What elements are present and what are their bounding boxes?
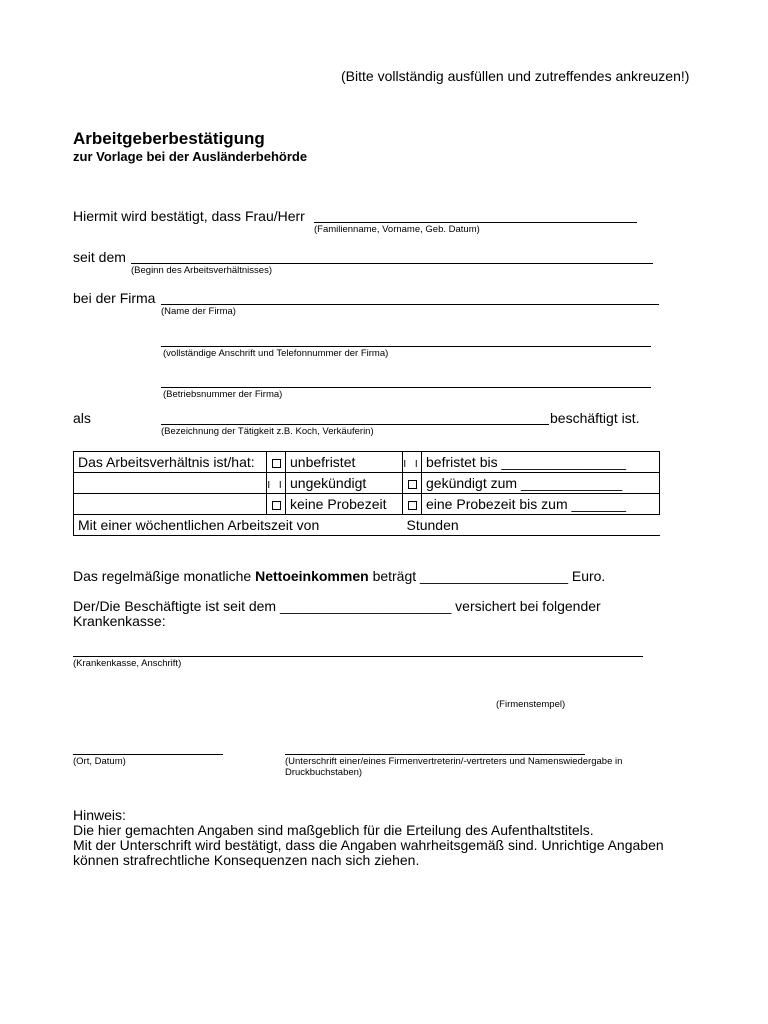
company-address-hint: (vollständige Anschrift und Telefonnummer der Firma) bbox=[163, 348, 389, 359]
company-name-input-line[interactable] bbox=[161, 304, 659, 305]
probezeit-checkbox[interactable] bbox=[403, 494, 422, 515]
unbefristet-checkbox[interactable] bbox=[267, 452, 286, 473]
income-suffix: beträgt ___________________ Euro. bbox=[372, 568, 606, 584]
place-date-input-line[interactable] bbox=[73, 754, 223, 755]
company-number-input-line[interactable] bbox=[161, 387, 651, 388]
weekly-hours-unit: Stunden bbox=[403, 515, 660, 536]
insurance-line-1: Der/Die Beschäftigte ist seit dem ______________________ versichert bei folgender bbox=[73, 598, 601, 614]
gekuendigt-label: gekündigt zum _____________ bbox=[422, 473, 660, 494]
befristet-label: befristet bis ________________ bbox=[422, 452, 660, 473]
unbefristet-label: unbefristet bbox=[286, 452, 403, 473]
place-date-hint: (Ort, Datum) bbox=[73, 756, 126, 767]
table-row bbox=[74, 452, 660, 473]
person-label: Hiermit wird bestätigt, dass Frau/Herr bbox=[73, 208, 305, 224]
note-line-2: Mit der Unterschrift wird bestätigt, dass die Angaben wahrheitsgemäß sind. Unrichtige Angaben bbox=[73, 837, 664, 853]
ungekuendigt-label: ungekündigt bbox=[286, 473, 403, 494]
as-suffix: beschäftigt ist. bbox=[550, 410, 640, 426]
ungekuendigt-checkbox[interactable] bbox=[267, 473, 286, 494]
company-number-hint: (Betriebsnummer der Firma) bbox=[163, 389, 283, 400]
as-input-line[interactable] bbox=[161, 424, 549, 425]
income-prefix: Das regelmäßige monatliche bbox=[73, 568, 252, 584]
note-heading: Hinweis: bbox=[73, 807, 126, 823]
weekly-hours-label: Mit einer wöchentlichen Arbeitszeit von bbox=[74, 515, 403, 536]
note-line-1: Die hier gemachten Angaben sind maßgeblich für die Erteilung des Aufenthaltstitels. bbox=[73, 822, 594, 838]
keine-probezeit-checkbox[interactable] bbox=[267, 494, 286, 515]
company-stamp-label: (Firmenstempel) bbox=[496, 699, 566, 710]
person-input-line[interactable] bbox=[314, 222, 637, 223]
note-line-3: können strafrechtliche Konsequenzen nach sich ziehen. bbox=[73, 852, 420, 868]
employment-status-label: Das Arbeitsverhältnis ist/hat: bbox=[74, 452, 267, 473]
table-row bbox=[74, 473, 660, 494]
company-label: bei der Firma bbox=[73, 290, 156, 306]
employment-table bbox=[73, 451, 660, 536]
checkbox-icon bbox=[272, 459, 281, 468]
since-input-line[interactable] bbox=[131, 263, 653, 264]
since-hint: (Beginn des Arbeitsverhältnisses) bbox=[131, 265, 272, 276]
checkbox-icon bbox=[272, 501, 281, 510]
table-row bbox=[74, 515, 660, 536]
empty-cell bbox=[74, 473, 267, 494]
probezeit-label: eine Probezeit bis zum _______ bbox=[422, 494, 660, 515]
checkbox-icon bbox=[408, 480, 417, 489]
insurance-hint: (Krankenkasse, Anschrift) bbox=[73, 658, 182, 669]
signature-hint-2: Druckbuchstaben) bbox=[285, 767, 363, 778]
company-name-hint: (Name der Firma) bbox=[161, 306, 236, 317]
signature-hint-1: (Unterschrift einer/eines Firmenvertreterin/-vertreters und Namenswiedergabe in bbox=[285, 756, 623, 767]
checkbox-icon: I I bbox=[267, 480, 285, 491]
signature-input-line[interactable] bbox=[285, 754, 585, 755]
insurance-line-2: Krankenkasse: bbox=[73, 613, 166, 629]
since-label: seit dem bbox=[73, 249, 126, 265]
checkbox-icon bbox=[408, 501, 417, 510]
company-address-input-line[interactable] bbox=[161, 346, 651, 347]
checkbox-icon: I I bbox=[403, 459, 421, 470]
instruction-text: (Bitte vollständig ausfüllen und zutreffendes ankreuzen!) bbox=[341, 68, 690, 84]
income-keyword: Nettoeinkommen bbox=[255, 568, 369, 584]
page-title: Arbeitgeberbestätigung bbox=[73, 129, 265, 148]
gekuendigt-checkbox[interactable] bbox=[403, 473, 422, 494]
table-row bbox=[74, 494, 660, 515]
income-line bbox=[73, 568, 605, 584]
befristet-checkbox[interactable] bbox=[403, 452, 422, 473]
empty-cell bbox=[74, 494, 267, 515]
as-label: als bbox=[73, 410, 91, 426]
page-subtitle: zur Vorlage bei der Ausländerbehörde bbox=[73, 149, 308, 164]
person-hint: (Familienname, Vorname, Geb. Datum) bbox=[314, 224, 480, 235]
insurance-input-line[interactable] bbox=[73, 656, 643, 657]
keine-probezeit-label: keine Probezeit bbox=[286, 494, 403, 515]
as-hint: (Bezeichnung der Tätigkeit z.B. Koch, Verkäuferin) bbox=[161, 426, 374, 437]
